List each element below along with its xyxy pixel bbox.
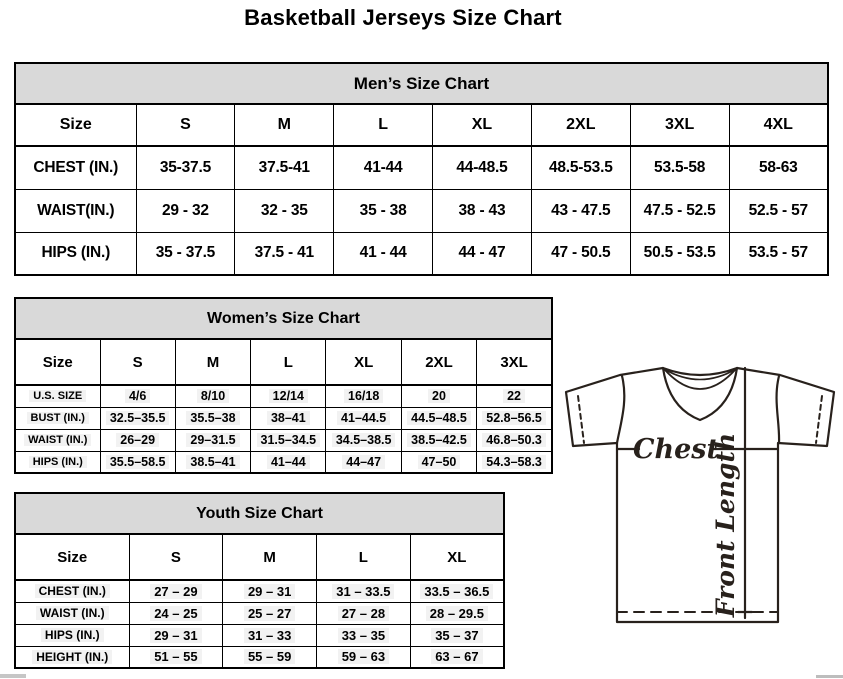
chest-label: Chest	[633, 434, 719, 465]
cell-text: 38.5–41	[186, 455, 239, 469]
size-value	[251, 429, 326, 451]
table-row	[15, 624, 504, 646]
size-value	[175, 407, 250, 429]
cell-text: 32.5–35.5	[106, 411, 170, 425]
size-value	[317, 624, 411, 646]
size-value	[251, 385, 326, 407]
table-row	[15, 451, 552, 473]
size-value	[317, 646, 411, 668]
size-value: 47.5 - 52.5	[630, 189, 729, 232]
row-label	[15, 429, 100, 451]
cell-text: 33.5 – 36.5	[420, 584, 493, 599]
youth-size-table	[14, 492, 505, 669]
table-row	[15, 189, 828, 232]
table-row	[15, 602, 504, 624]
size-value: 32 - 35	[235, 189, 334, 232]
size-value	[223, 624, 317, 646]
cell-text: 16/18	[344, 389, 383, 403]
cell-text: CHEST (IN.)	[35, 584, 110, 598]
size-value	[129, 624, 223, 646]
cell-text: 35 – 37	[431, 628, 482, 643]
col-header-size: Size	[15, 534, 129, 580]
size-value: 58-63	[729, 146, 828, 189]
size-value	[223, 602, 317, 624]
cell-text: 22	[503, 389, 525, 403]
cell-text: 41–44	[267, 455, 310, 469]
youth-table-caption: Youth Size Chart	[15, 493, 504, 534]
cell-text: 24 – 25	[150, 606, 201, 621]
cell-text: U.S. SIZE	[29, 390, 86, 402]
horizontal-scrollbar-thumb-left[interactable]	[0, 674, 26, 678]
size-value	[410, 624, 504, 646]
size-value	[223, 580, 317, 602]
cell-text: 20	[428, 389, 450, 403]
size-value	[317, 580, 411, 602]
cell-text: 31.5–34.5	[257, 433, 321, 447]
col-header-l: L	[317, 534, 411, 580]
cell-text: WAIST (IN.)	[36, 606, 109, 620]
size-value	[100, 407, 175, 429]
col-header-2xl: 2XL	[401, 339, 476, 385]
table-row	[15, 385, 552, 407]
size-value: 50.5 - 53.5	[630, 232, 729, 275]
cell-text: 38–41	[267, 411, 310, 425]
size-value: 41 - 44	[334, 232, 433, 275]
size-value	[410, 580, 504, 602]
size-value: 53.5 - 57	[729, 232, 828, 275]
cell-text: 47–50	[418, 455, 461, 469]
cell-text: 44–47	[342, 455, 385, 469]
cell-text: 29 – 31	[244, 584, 295, 599]
cuff-dashed-left	[578, 396, 584, 443]
row-label: HIPS (IN.)	[15, 232, 136, 275]
cell-text: 27 – 29	[150, 584, 201, 599]
size-value: 37.5-41	[235, 146, 334, 189]
cell-text: 27 – 28	[338, 606, 389, 621]
cell-text: 38.5–42.5	[407, 433, 471, 447]
row-label: WAIST(IN.)	[15, 189, 136, 232]
col-header-3xl: 3XL	[630, 104, 729, 146]
size-value: 35 - 37.5	[136, 232, 235, 275]
size-value: 47 - 50.5	[531, 232, 630, 275]
size-value	[175, 429, 250, 451]
cell-text: 29 – 31	[150, 628, 201, 643]
cell-text: 55 – 59	[244, 649, 295, 664]
row-label	[15, 602, 129, 624]
cell-text: 41–44.5	[337, 411, 390, 425]
row-label	[15, 407, 100, 429]
size-value	[477, 451, 552, 473]
cell-text: HIPS (IN.)	[41, 628, 104, 642]
cell-text: 4/6	[125, 389, 150, 403]
cell-text: 34.5–38.5	[332, 433, 396, 447]
cuff-dashed-right	[816, 396, 822, 443]
cell-text: BUST (IN.)	[27, 412, 89, 424]
col-header-s: S	[100, 339, 175, 385]
size-value	[477, 407, 552, 429]
size-value: 29 - 32	[136, 189, 235, 232]
size-value: 52.5 - 57	[729, 189, 828, 232]
size-value	[326, 429, 401, 451]
table-row	[15, 646, 504, 668]
size-value	[100, 429, 175, 451]
col-header-xl: XL	[326, 339, 401, 385]
size-value: 43 - 47.5	[531, 189, 630, 232]
size-value	[326, 407, 401, 429]
size-value: 44-48.5	[433, 146, 532, 189]
cell-text: 52.8–56.5	[482, 411, 546, 425]
size-value: 53.5-58	[630, 146, 729, 189]
col-header-m: M	[223, 534, 317, 580]
size-value	[410, 602, 504, 624]
row-label	[15, 624, 129, 646]
cell-text: 29–31.5	[186, 433, 239, 447]
cell-text: 12/14	[269, 389, 308, 403]
size-value	[223, 646, 317, 668]
mens-table-caption: Men’s Size Chart	[15, 63, 828, 104]
size-value	[100, 385, 175, 407]
size-value	[129, 646, 223, 668]
col-header-s: S	[129, 534, 223, 580]
size-value	[175, 385, 250, 407]
front-length-label: Front Length	[711, 432, 740, 618]
womens-table-caption: Women’s Size Chart	[15, 298, 552, 339]
size-value	[129, 602, 223, 624]
size-value: 35 - 38	[334, 189, 433, 232]
table-row	[15, 429, 552, 451]
col-header-l: L	[334, 104, 433, 146]
size-value	[129, 580, 223, 602]
row-label: CHEST (IN.)	[15, 146, 136, 189]
cell-text: 44.5–48.5	[407, 411, 471, 425]
col-header-m: M	[235, 104, 334, 146]
size-value	[326, 385, 401, 407]
size-value: 48.5-53.5	[531, 146, 630, 189]
cell-text: 28 – 29.5	[426, 606, 488, 621]
size-value	[251, 407, 326, 429]
size-value	[401, 429, 476, 451]
size-value	[175, 451, 250, 473]
cell-text: 35.5–38	[186, 411, 239, 425]
size-value: 44 - 47	[433, 232, 532, 275]
col-header-size: Size	[15, 339, 100, 385]
size-value	[410, 646, 504, 668]
row-label	[15, 385, 100, 407]
row-label	[15, 646, 129, 668]
jersey-outline	[566, 368, 834, 622]
cell-text: 51 – 55	[150, 649, 201, 664]
cell-text: HEIGHT (IN.)	[32, 650, 112, 664]
col-header-s: S	[136, 104, 235, 146]
size-value	[100, 451, 175, 473]
col-header-xl: XL	[410, 534, 504, 580]
row-label	[15, 580, 129, 602]
row-label	[15, 451, 100, 473]
col-header-3xl: 3XL	[477, 339, 552, 385]
cell-text: 31 – 33.5	[332, 584, 394, 599]
size-value	[251, 451, 326, 473]
size-value	[477, 385, 552, 407]
cell-text: 35.5–58.5	[106, 455, 170, 469]
cell-text: 63 – 67	[431, 649, 482, 664]
col-header-xl: XL	[433, 104, 532, 146]
womens-size-table	[14, 297, 553, 474]
cell-text: 26–29	[116, 433, 159, 447]
size-value	[401, 407, 476, 429]
cell-text: 8/10	[197, 389, 229, 403]
cell-text: 59 – 63	[338, 649, 389, 664]
table-row	[15, 232, 828, 275]
front-length-line	[738, 368, 752, 618]
size-value	[401, 451, 476, 473]
size-value: 37.5 - 41	[235, 232, 334, 275]
cell-text: 31 – 33	[244, 628, 295, 643]
cell-text: 54.3–58.3	[482, 455, 546, 469]
col-header-size: Size	[15, 104, 136, 146]
cell-text: 25 – 27	[244, 606, 295, 621]
mens-size-table	[14, 62, 829, 276]
horizontal-scrollbar-thumb-right[interactable]	[816, 675, 843, 678]
size-value	[401, 385, 476, 407]
col-header-l: L	[251, 339, 326, 385]
col-header-m: M	[175, 339, 250, 385]
col-header-2xl: 2XL	[531, 104, 630, 146]
size-value: 41-44	[334, 146, 433, 189]
size-value	[477, 429, 552, 451]
table-row	[15, 580, 504, 602]
table-row	[15, 407, 552, 429]
cell-text: WAIST (IN.)	[24, 434, 91, 446]
cell-text: 33 – 35	[338, 628, 389, 643]
table-row	[15, 146, 828, 189]
jersey-seam-left	[617, 376, 624, 443]
jersey-seam-right	[777, 376, 780, 443]
cell-text: 46.8–50.3	[482, 433, 546, 447]
size-value	[326, 451, 401, 473]
size-value: 35-37.5	[136, 146, 235, 189]
size-value	[317, 602, 411, 624]
cell-text: HIPS (IN.)	[29, 456, 87, 468]
size-value: 38 - 43	[433, 189, 532, 232]
jersey-diagram	[563, 360, 838, 626]
col-header-4xl: 4XL	[729, 104, 828, 146]
page-title: Basketball Jerseys Size Chart	[244, 5, 562, 30]
